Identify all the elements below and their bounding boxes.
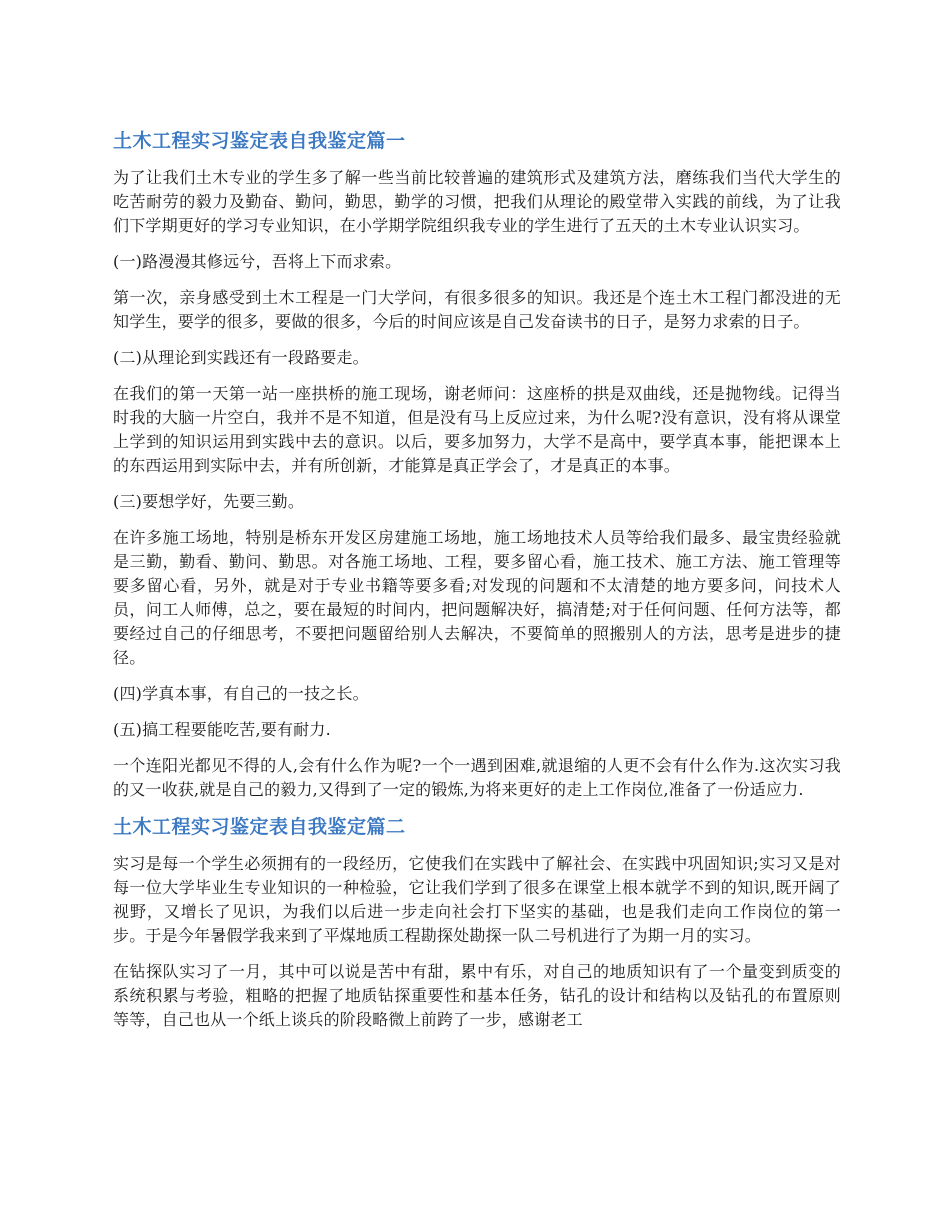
paragraph: 实习是每一个学生必须拥有的一段经历，它使我们在实践中了解社会、在实践中巩固知识;实习又是对每一位大学毕业生专业知识的一种检验，它让我们学到了很多在课堂上根本就学不到的知识,既开阔了视野，又增长了见识，为我们以后进一步走向社会打下坚实的基础，也是我们走向工作岗位的第一步。于是今年暑假学我来到了平煤地质工程勘探处勘探一队二号机进行了为期一月的实习。 <box>113 854 841 945</box>
paragraph: 在许多施工场地，特别是桥东开发区房建施工场地，施工场地技术人员等给我们最多、最宝贵经验就是三勤，勤看、勤问、勤思。对各施工场地、工程，要多留心看，施工技术、施工方法、施工管理等要多留心看，另外，就是对于专业书籍等要多看;对发现的问题和不太清楚的地方要多问，问技术人员，问工人师傅，总之，要在最短的时间内，把问题解决好，搞清楚;对于任何问题、任何方法等，都要经过自己的仔细思考，不要把问题留给别人去解决，不要简单的照搬别人的方法，思考是进步的捷径。 <box>113 528 841 667</box>
paragraph: (四)学真本事，有自己的一技之长。 <box>113 684 369 703</box>
paragraph: (一)路漫漫其修远兮，吾将上下而求索。 <box>113 252 402 271</box>
paragraph: 在我们的第一天第一站一座拱桥的施工现场，谢老师问：这座桥的拱是双曲线，还是抛物线。记得当时我的大脑一片空白，我并不是不知道，但是没有马上反应过来，为什么呢?没有意识，没有将从课堂上学到的知识运用到实践中去的意识。以后，要多加努力，大学不是高中，要学真本事，能把课本上的东西运用到实际中去，并有所创新，才能算是真正学会了，才是真正的本事。 <box>113 384 841 475</box>
paragraph: (三)要想学好，先要三勤。 <box>113 492 305 511</box>
section-title-2: 土木工程实习鉴定表自我鉴定篇二 <box>113 816 406 838</box>
paragraph: 一个连阳光都见不得的人,会有什么作为呢?一个一遇到困难,就退缩的人更不会有什么作为.这次实习我的又一收获,就是自己的毅力,又得到了一定的锻炼,为将来更好的走上工作岗位,准备了一份适应力. <box>113 756 841 799</box>
paragraph: (五)搞工程要能吃苦,要有耐力. <box>113 720 331 739</box>
paragraph: 在钻探队实习了一月，其中可以说是苦中有甜，累中有乐，对自己的地质知识有了一个量变到质变的系统积累与考验，粗略的把握了地质钻探重要性和基本任务，钻孔的设计和结构以及钻孔的布置原则等等，自己也从一个纸上谈兵的阶段略微上前跨了一步，感谢老工 <box>113 962 841 1029</box>
paragraph: (二)从理论到实践还有一段路要走。 <box>113 348 369 367</box>
document-page <box>113 128 841 1044</box>
paragraph: 第一次，亲身感受到土木工程是一门大学问，有很多很多的知识。我还是个连土木工程门都没进的无知学生，要学的很多，要做的很多，今后的时间应该是自己发奋读书的日子，是努力求索的日子。 <box>113 288 841 331</box>
paragraph: 为了让我们土木专业的学生多了解一些当前比较普遍的建筑形式及建筑方法，磨练我们当代大学生的吃苦耐劳的毅力及勤奋、勤问，勤思，勤学的习惯，把我们从理论的殿堂带入实践的前线，为了让我们下学期更好的学习专业知识，在小学期学院组织我专业的学生进行了五天的土木专业认识实习。 <box>113 168 841 235</box>
section-title-1: 土木工程实习鉴定表自我鉴定篇一 <box>113 130 406 152</box>
